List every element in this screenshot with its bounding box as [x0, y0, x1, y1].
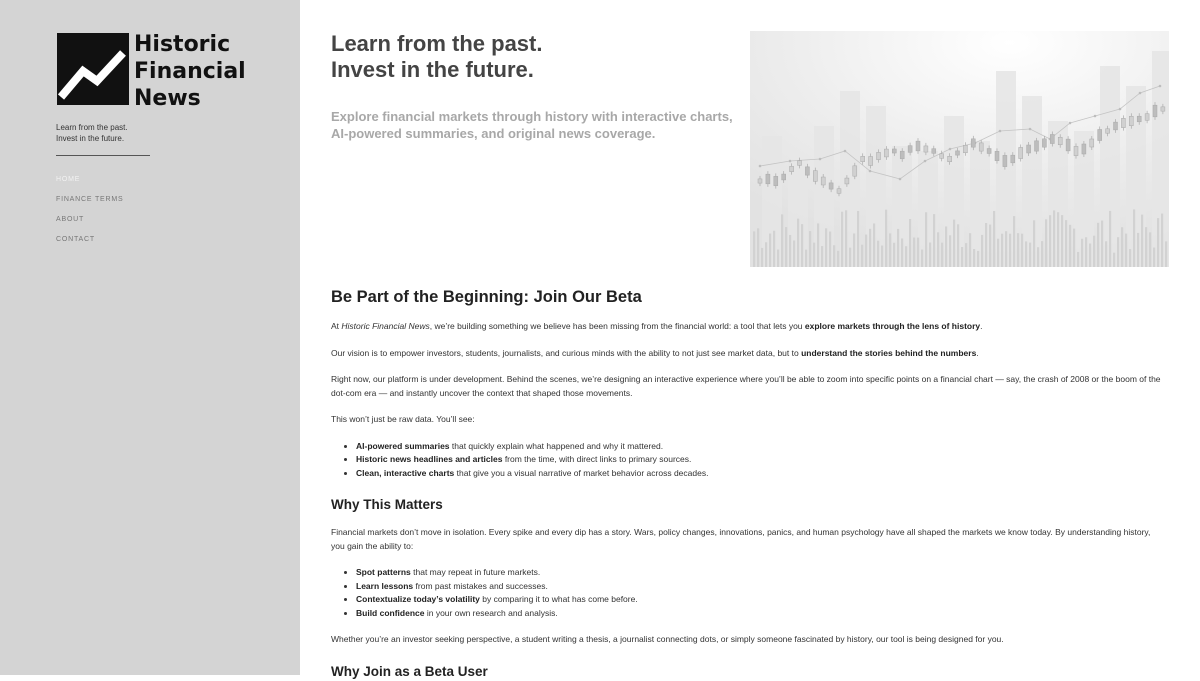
volume-bar	[773, 231, 775, 267]
candle-body	[1137, 116, 1141, 122]
text: Our vision is to empower investors, students, journalists, and curious minds with the ability to not just see market data, but to	[331, 347, 802, 358]
volume-bar	[961, 247, 963, 267]
volume-bar	[957, 224, 959, 267]
paragraph	[331, 320, 1166, 334]
site-name-line: Financial	[134, 59, 246, 84]
trend-up-icon	[57, 33, 129, 105]
bold-text: Spot patterns	[356, 567, 411, 577]
trend-dot	[869, 170, 872, 173]
candle-body	[987, 149, 991, 154]
text: from past mistakes and successes.	[413, 580, 548, 591]
italic-text: Historic Financial News	[341, 321, 430, 331]
volume-bar	[1097, 223, 1099, 267]
candle-body	[924, 146, 928, 152]
candlestick-chart-illustration	[750, 31, 1169, 267]
volume-bar	[1133, 209, 1135, 267]
volume-bar	[1017, 233, 1019, 267]
volume-bar	[1117, 237, 1119, 267]
text: from the time, with direct links to primary sources.	[502, 454, 692, 464]
candle-body	[766, 174, 770, 184]
volume-bar	[809, 231, 811, 267]
volume-bar	[1061, 215, 1063, 267]
volume-bar	[753, 231, 755, 267]
volume-bar	[989, 225, 991, 267]
volume-bar	[1125, 234, 1127, 267]
volume-bar	[801, 224, 803, 267]
candle-body	[853, 166, 857, 176]
tagline-line: Invest in the future.	[56, 134, 125, 143]
volume-bar	[1085, 237, 1087, 267]
volume-bar	[877, 241, 879, 267]
nav-about[interactable]: ABOUT	[56, 216, 85, 223]
volume-bar	[769, 233, 771, 267]
nav-home[interactable]: HOME	[56, 176, 81, 183]
candle-body	[1042, 139, 1046, 147]
volume-bar	[1089, 244, 1091, 267]
volume-bar	[1045, 219, 1047, 267]
volume-bar	[949, 235, 951, 267]
volume-bar	[901, 238, 903, 267]
volume-bar	[761, 248, 763, 267]
main-content	[331, 286, 1166, 681]
volume-bar	[1041, 241, 1043, 267]
volume-bar	[1005, 231, 1007, 267]
volume-bar	[981, 235, 983, 267]
volume-bar	[905, 246, 907, 267]
site-name-line: News	[134, 86, 201, 111]
volume-bar	[845, 210, 847, 267]
volume-bar	[885, 210, 887, 267]
candle-body	[1114, 122, 1118, 130]
candle-body	[1066, 139, 1070, 151]
site-tagline	[56, 122, 128, 144]
volume-bar	[1161, 214, 1163, 267]
volume-bar	[789, 235, 791, 267]
volume-bar	[969, 233, 971, 267]
volume-bar	[897, 229, 899, 267]
trend-dot	[819, 158, 822, 161]
candle-body	[1074, 146, 1078, 155]
volume-bar	[1113, 253, 1115, 267]
nav-contact[interactable]: CONTACT	[56, 236, 95, 243]
volume-bar	[933, 214, 935, 267]
candle-body	[798, 161, 802, 166]
volume-bar	[853, 233, 855, 267]
paragraph	[331, 347, 1166, 361]
trend-dot	[1069, 122, 1072, 125]
candle-body	[1090, 139, 1094, 147]
candle-body	[956, 151, 960, 155]
paragraph: Whether you’re an investor seeking perspective, a student writing a thesis, a journalist connecting dots, or simply someone fascinated by history, our tool is being designed for you.	[331, 634, 1004, 644]
text: by comparing it to what has come before.	[479, 594, 638, 604]
candle-body	[845, 178, 849, 184]
volume-bar	[1057, 212, 1059, 267]
list-item	[356, 566, 1166, 580]
volume-bar	[1033, 220, 1035, 267]
list-item	[356, 607, 1166, 621]
volume-bar	[1073, 229, 1075, 267]
volume-bar	[953, 220, 955, 267]
volume-bar	[1105, 241, 1107, 267]
volume-bar	[1001, 234, 1003, 267]
candle-body	[995, 151, 999, 160]
trend-dot	[759, 165, 762, 168]
volume-bar	[865, 235, 867, 267]
volume-bar	[857, 211, 859, 267]
volume-bar	[921, 249, 923, 267]
candle-body	[884, 149, 888, 157]
volume-bar	[873, 223, 875, 267]
volume-bar	[881, 246, 883, 267]
candle-body	[1153, 105, 1157, 117]
volume-bar	[1053, 210, 1055, 267]
section-heading: Why Join as a Beta User	[331, 663, 488, 679]
candle-body	[1106, 129, 1110, 133]
volume-bar	[777, 250, 779, 267]
volume-bar	[977, 251, 979, 267]
main-nav	[56, 176, 123, 256]
candle-body	[1050, 134, 1054, 143]
volume-bar	[1121, 227, 1123, 267]
hero-subtitle: Explore financial markets through history with interactive charts, AI-powered summaries, and original news coverage.	[331, 109, 733, 141]
hero-title-line: Learn from the past.	[331, 31, 543, 56]
list-item	[356, 580, 1166, 594]
text: that may repeat in future markets.	[410, 567, 541, 577]
candle-body	[892, 149, 896, 153]
candle-body	[979, 143, 983, 151]
candle-body	[908, 146, 912, 153]
volume-bar	[813, 243, 815, 267]
volume-bar	[1025, 241, 1027, 267]
candle-body	[1058, 137, 1062, 145]
volume-bar	[997, 239, 999, 267]
candle-body	[1129, 116, 1133, 125]
paragraph: Financial markets don’t move in isolation. Every spike and every dip has a story. Wars, policy changes, innovations, panics, and human psychology have all shaped the markets we know today. By understanding history, you gain the ability to:	[331, 527, 1151, 551]
site-logo[interactable]	[57, 33, 246, 112]
volume-bar	[945, 226, 947, 267]
bold-text: AI-powered summaries	[356, 440, 450, 451]
candle-body	[805, 167, 809, 175]
sidebar-divider	[56, 155, 150, 156]
section-heading: Why This Matters	[331, 497, 443, 512]
volume-bar	[1049, 215, 1051, 267]
volume-bar	[1165, 241, 1167, 267]
candle-body	[1011, 155, 1015, 163]
volume-bar	[1153, 247, 1155, 267]
volume-bar	[1101, 221, 1103, 267]
paragraph: Right now, our platform is under development. Behind the scenes, we’re designing an interactive experience where you’ll be able to zoom into specific points on a financial chart — say, the crash of 2008 or the boom of the dot-com era — and instantly uncover the context that shaped those movements.	[331, 374, 1161, 398]
candle-body	[900, 151, 904, 159]
volume-bar	[985, 223, 987, 267]
volume-bar	[1093, 236, 1095, 267]
candle-body	[963, 145, 967, 153]
trend-dot	[999, 130, 1002, 133]
candle-body	[1027, 145, 1031, 153]
candle-body	[948, 156, 952, 161]
volume-bar	[1145, 227, 1147, 267]
text: that quickly explain what happened and why it mattered.	[449, 440, 664, 451]
candle-body	[971, 139, 975, 147]
trend-dot	[1139, 92, 1142, 95]
trend-dot	[789, 160, 792, 163]
volume-bar	[1009, 234, 1011, 267]
volume-bar	[765, 242, 767, 267]
volume-bar	[861, 245, 863, 267]
list-item	[356, 593, 1166, 607]
text: that give you a visual narrative of market behavior across decades.	[454, 467, 709, 478]
volume-bar	[1137, 233, 1139, 267]
candle-body	[821, 177, 825, 185]
volume-bar	[869, 229, 871, 267]
sidebar	[0, 0, 300, 675]
text: .	[980, 321, 983, 331]
background-column	[1022, 96, 1042, 267]
candle-body	[1161, 107, 1165, 111]
volume-bar	[833, 245, 835, 267]
text: At	[331, 321, 342, 331]
list-item	[356, 453, 1166, 467]
candle-body	[861, 156, 865, 161]
site-name	[134, 31, 246, 112]
candle-body	[774, 176, 778, 185]
volume-bar	[1157, 218, 1159, 267]
volume-bar	[797, 219, 799, 267]
site-name-line: Historic	[134, 32, 231, 57]
candle-body	[813, 171, 817, 182]
volume-bar	[1069, 225, 1071, 267]
nav-finance-terms[interactable]: FINANCE TERMS	[56, 196, 124, 203]
bold-text: Build confidence	[356, 607, 425, 618]
bold-text: Historic news headlines and articles	[356, 454, 503, 464]
volume-bar	[829, 232, 831, 267]
volume-bar	[1129, 249, 1131, 267]
volume-bar	[1141, 215, 1143, 267]
text: .	[976, 347, 979, 358]
volume-bar	[841, 212, 843, 267]
bold-text: explore markets through the lens of history	[804, 321, 981, 331]
volume-bar	[837, 251, 839, 267]
volume-bar	[1013, 216, 1015, 267]
volume-bar	[1077, 252, 1079, 267]
volume-bar	[793, 240, 795, 267]
trend-dot	[844, 150, 847, 153]
candle-body	[782, 174, 786, 180]
volume-bar	[913, 238, 915, 267]
volume-bar	[889, 233, 891, 267]
candle-body	[940, 154, 944, 159]
candle-body	[1082, 144, 1086, 154]
list-item	[356, 467, 1166, 481]
feature-list	[331, 440, 1166, 481]
trend-dot	[899, 178, 902, 181]
volume-bar	[805, 250, 807, 267]
volume-bar	[893, 243, 895, 267]
volume-bar	[941, 243, 943, 267]
candle-body	[758, 179, 762, 183]
volume-bar	[973, 249, 975, 267]
volume-bar	[993, 211, 995, 267]
volume-bar	[925, 212, 927, 267]
volume-bar	[937, 232, 939, 267]
volume-bar	[849, 248, 851, 267]
trend-dot	[924, 160, 927, 163]
benefit-list	[331, 566, 1166, 620]
background-column	[1152, 51, 1169, 267]
volume-bar	[1021, 234, 1023, 267]
hero-title	[331, 31, 542, 83]
candle-body	[916, 141, 920, 151]
text: , we’re building something we believe has been missing from the financial world: a tool that lets you	[429, 321, 805, 331]
candle-body	[837, 189, 841, 194]
volume-bar	[825, 228, 827, 267]
volume-bar	[1081, 239, 1083, 267]
volume-bar	[1065, 220, 1067, 267]
candle-body	[932, 149, 936, 154]
candle-body	[869, 157, 873, 166]
volume-bar	[1037, 247, 1039, 267]
volume-bar	[1109, 211, 1111, 267]
candle-body	[1098, 129, 1102, 140]
volume-bar	[781, 214, 783, 267]
volume-bar	[757, 228, 759, 267]
candle-body	[1121, 118, 1125, 127]
candle-body	[877, 152, 881, 159]
candle-body	[1019, 147, 1023, 158]
trend-dot	[1119, 108, 1122, 111]
trend-dot	[1159, 85, 1162, 88]
volume-bar	[1029, 243, 1031, 267]
section-heading: Be Part of the Beginning: Join Our Beta	[331, 288, 642, 306]
volume-bar	[817, 223, 819, 267]
volume-bar	[785, 227, 787, 267]
volume-bar	[929, 242, 931, 267]
list-item	[356, 440, 1166, 454]
tagline-line: Learn from the past.	[56, 123, 128, 132]
candle-body	[1145, 114, 1149, 121]
trend-dot	[1094, 115, 1097, 118]
candle-body	[790, 166, 794, 171]
volume-bar	[1149, 232, 1151, 267]
candle-body	[1035, 141, 1039, 151]
text: in your own research and analysis.	[424, 607, 558, 618]
volume-bar	[965, 243, 967, 267]
bold-text: understand the stories behind the numbers	[801, 347, 977, 358]
hero-title-line: Invest in the future.	[331, 57, 534, 82]
volume-bar	[909, 219, 911, 267]
trend-dot	[1029, 128, 1032, 131]
bold-text: Learn lessons	[356, 580, 414, 591]
candle-body	[1003, 155, 1007, 166]
paragraph: This won’t just be raw data. You’ll see:	[331, 414, 475, 424]
volume-bar	[821, 246, 823, 267]
volume-bar	[917, 238, 919, 267]
candle-body	[829, 183, 833, 189]
bold-text: Clean, interactive charts	[356, 467, 455, 478]
trend-dot	[949, 148, 952, 151]
bold-text: Contextualize today’s volatility	[356, 594, 480, 604]
